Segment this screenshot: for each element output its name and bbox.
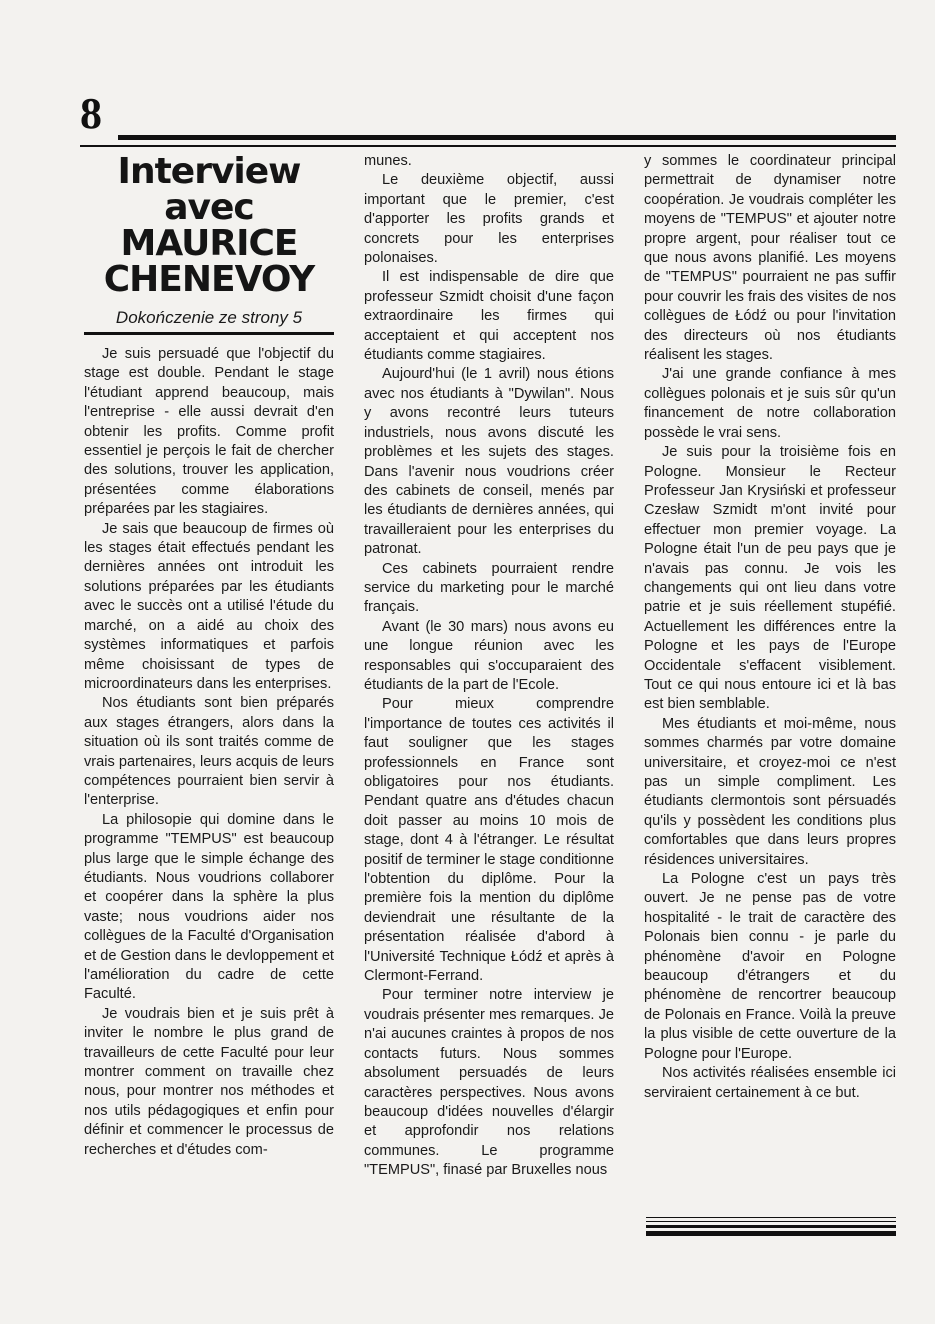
header-rule-thin <box>80 145 896 147</box>
column-1 <box>84 152 334 1160</box>
article-end-rules <box>646 1217 896 1239</box>
continuation-note: Dokończenie ze strony 5 <box>115 308 303 327</box>
title-line: MAURICE <box>120 223 298 264</box>
paragraph: J'ai une grande confiance à mes collègues polonais et je suis sûr qu'un financement de notre collaboration possède le vrai sens. <box>644 366 896 441</box>
paragraph: Ces cabinets pourraient rendre service du marketing pour le marché français. <box>364 560 614 616</box>
column-2 <box>364 152 614 1181</box>
paragraph: munes. <box>364 153 412 169</box>
paragraph: Mes étudiants et moi-même, nous sommes charmés par votre domaine universitaire, et croyez-moi ce n'est pas un simple compliment. Les étudiants clermontois sont pérsuadés qu'ils y possèdent les conditions plus comfortables que dans leurs propres résidences universitaires. <box>644 715 896 868</box>
paragraph: Je sais que beaucoup de firmes où les stages était effectués pendant les dernières années ont introduit les solutions préparées par les étudiants avec le succès ont a utilisé l'étude du marché, on a aidé au choix des systèmes informatiques et parfois même choisissant de types de microordinateurs dans les enterprises. <box>84 520 334 692</box>
paragraph: Pour terminer notre interview je voudrais présenter mes remarques. Je n'ai aucunes craintes à propos de nos contacts futurs. Nous sommes absolument persuadés de leurs caractères perspectives. Nous avons beaucoup d'idées nouvelles d'élargir et approfondir nos relations communes. Le programme "TEMPUS", finasé par Bruxelles nous <box>364 987 614 1179</box>
paragraph: Nos étudiants sont bien préparés aux stages étrangers, alors dans la situation où ils sont traités comme de vrais partenaires, leurs acquis de leurs compétences pourraient bien servir à l'enterprise. <box>84 695 334 809</box>
title-rule <box>84 332 334 335</box>
paragraph: y sommes le coordinateur principal permettrait de dynamiser notre coopération. Je voudrais compléter les moyens de "TEMPUS" et ajouter notre propre argent, pour réaliser tout ce que nous avons planifié. Les moyens de "TEMPUS" pourraient ne pas suffir pour couvrir les frais des visites de nos collègues de Łódź ou pour l'invitation des directeurs où nos étudiants réalisent les stages. <box>644 153 896 364</box>
paragraph: Aujourd'hui (le 1 avril) nous étions avec nos étudiants à "Dywilan". Nous y avons recontré leurs tuteurs industriels, nous avons discuté les problèmes et les sujets des stages. Dans l'avenir nous voudrions créer des cabinets de conseil, menés par les étudiants de dernières années, qui travailleraient pour les enterprises du patronat. <box>364 366 614 558</box>
paragraph: La philosopie qui domine dans le programme "TEMPUS" est beaucoup plus large que le simple échange des étudiants. Nous voudrions collaborer et coopérer dans la sphère la plus vaste; nous voudrions aider nos collègues de la Faculté d'Organisation et de Gestion dans le devloppement et l'amélioration du cadre de cette Faculté. <box>84 811 334 1003</box>
paragraph: Pour mieux comprendre l'importance de toutes ces activités il faut souligner que les stages professionnels en France sont obligatoires pour nos étudiants. Pendant quatre ans d'études chacun doit passer au moins 10 mois de stage, dont 4 à l'étranger. Le résultat positif de terminer le stage conditionne l'obtention du diplôme. Pour la première fois la mention du diplôme deviendrait une résultante de la présentation réalisée d'abord à l'Université Technique Łódź et après à Clermont-Ferrand. <box>364 696 614 985</box>
paragraph: Je suis persuadé que l'objectif du stage est double. Pendant le stage l'étudiant apprend beaucoup, mais l'entreprise - elle aussi devrait d'en obtenir les profits. Comme profit essentiel je perçois le fait de chercher des solutions, trouver les application, présentées comme élaborations préparées par les stagiaires. <box>84 346 334 518</box>
paragraph: Il est indispensable de dire que professeur Szmidt choisit d'une façon extraordinaire les firmes qui acceptaient et qui acceptent nos étudiants comme stagiaires. <box>364 269 614 364</box>
header-rule <box>118 135 896 140</box>
column-3 <box>644 152 896 1103</box>
paragraph: Je suis pour la troisième fois en Pologne. Monsieur le Recteur Professeur Jan Krysiński et professeur Czesław Szmidt m'ont invité pour effectuer mon premier voyage. La Pologne était l'un de peu pays que je n'avais pas connu. Je vois les changements qui ont lieu dans votre patrie et je suis réellement stupéfié. Actuellement les différences entre la Pologne et les pays de l'Europe Occidentale s'effacent visiblement. Tout ce qui nous entoure ici et là bas est bien semblable. <box>644 444 896 713</box>
end-rule <box>646 1217 896 1218</box>
title-line: avec <box>164 187 254 228</box>
paragraph: Je voudrais bien et je suis prêt à inviter le nombre le plus grand de travailleurs de cette Faculté pour leur montrer comment on travaille chez nous, pour montrer nos méthodes et nos utils pédagogiques et enfin pour définir et commencer le processus de recherches et d'études com- <box>84 1005 334 1158</box>
end-rule <box>646 1231 896 1236</box>
page-number: 8 <box>80 89 102 138</box>
end-rule <box>646 1221 896 1222</box>
title-line: CHENEVOY <box>103 259 315 300</box>
end-rule <box>646 1225 896 1228</box>
article-title <box>84 151 334 300</box>
paragraph: Le deuxième objectif, aussi important que le premier, c'est d'apporter les profits grands et concrets pour les enterprises polonaises. <box>364 172 614 267</box>
paragraph: Nos activités réalisées ensemble ici serviraient certainement à ce but. <box>644 1065 896 1101</box>
title-line: Interview <box>117 151 301 192</box>
paragraph: Avant (le 30 mars) nous avons eu une longue réunion avec les responsables qui s'occuparaient des étudiants de la part de l'Ecole. <box>364 618 614 693</box>
paragraph: La Pologne c'est un pays très ouvert. Je ne pense pas de votre hospitalité - le trait de caractère des Polonais bien connu - je parle du phénomène d'avoir en Pologne beaucoup d'étrangers et du phénomène de rencortrer beaucoup de Polonais en France. Voilà la preuve la plus visible de cette ouverture de la Pologne pour l'Europe. <box>644 871 896 1062</box>
